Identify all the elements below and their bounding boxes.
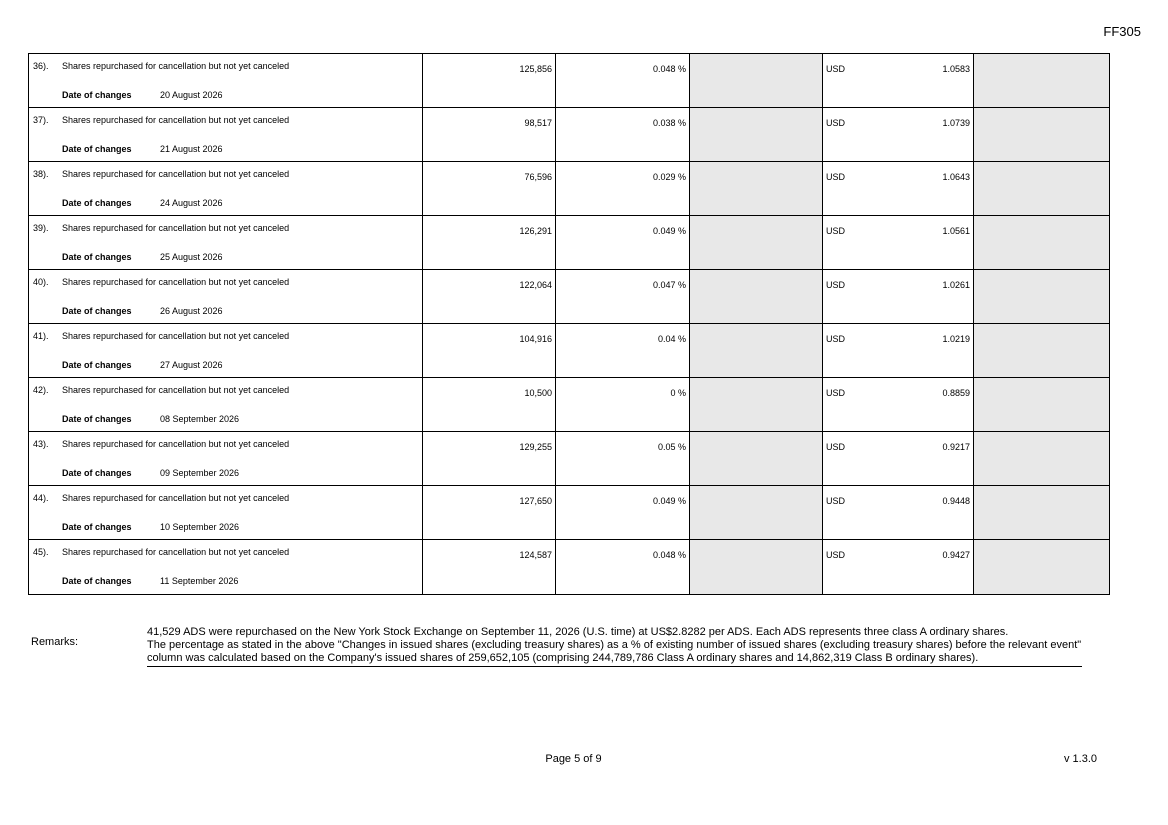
shaded-cell xyxy=(974,324,1110,378)
remarks-body xyxy=(147,626,1082,667)
date-label: Date of changes xyxy=(62,198,132,208)
date-value: 11 September 2026 xyxy=(160,576,239,586)
shaded-cell xyxy=(690,162,823,216)
table-row xyxy=(29,162,1110,216)
row-index: 36). xyxy=(33,61,49,71)
date-label: Date of changes xyxy=(62,144,132,154)
description-cell xyxy=(29,54,423,108)
table-row xyxy=(29,486,1110,540)
shares-cell: 125,856 xyxy=(423,54,556,108)
currency-code: USD xyxy=(826,550,846,560)
shaded-cell xyxy=(974,54,1110,108)
table-row xyxy=(29,270,1110,324)
shaded-cell xyxy=(690,378,823,432)
date-label: Date of changes xyxy=(62,360,132,370)
price-cell xyxy=(823,54,974,108)
shaded-cell xyxy=(690,540,823,595)
row-index: 41). xyxy=(33,331,49,341)
price-cell xyxy=(823,486,974,540)
percentage-cell: 0.04 % xyxy=(556,324,690,378)
currency-code: USD xyxy=(826,172,846,182)
table-row xyxy=(29,54,1110,108)
row-index: 42). xyxy=(33,385,49,395)
form-code: FF305 xyxy=(1103,24,1141,39)
currency-code: USD xyxy=(826,334,846,344)
price-value: 0.9448 xyxy=(942,496,970,506)
shares-cell: 104,916 xyxy=(423,324,556,378)
row-description: Shares repurchased for cancellation but not yet canceled xyxy=(62,115,290,125)
table-row xyxy=(29,324,1110,378)
shaded-cell xyxy=(974,486,1110,540)
row-description: Shares repurchased for cancellation but not yet canceled xyxy=(62,331,290,341)
description-cell xyxy=(29,270,423,324)
price-cell xyxy=(823,324,974,378)
shaded-cell xyxy=(974,378,1110,432)
remarks-label: Remarks: xyxy=(31,636,79,648)
shares-cell: 126,291 xyxy=(423,216,556,270)
date-value: 26 August 2026 xyxy=(160,306,223,316)
remarks-paragraph: 41,529 ADS were repurchased on the New York Stock Exchange on September 11, 2026 (U.S. time) at US$2.8282 per ADS. Each ADS represents three class A ordinary shares. xyxy=(147,626,1009,638)
date-value: 21 August 2026 xyxy=(160,144,223,154)
description-cell xyxy=(29,540,423,595)
shaded-cell xyxy=(690,54,823,108)
description-cell xyxy=(29,108,423,162)
row-description: Shares repurchased for cancellation but not yet canceled xyxy=(62,439,290,449)
date-label: Date of changes xyxy=(62,522,132,532)
percentage-cell: 0.05 % xyxy=(556,432,690,486)
price-cell xyxy=(823,270,974,324)
shaded-cell xyxy=(974,216,1110,270)
shaded-cell xyxy=(690,216,823,270)
row-index: 44). xyxy=(33,493,49,503)
row-index: 43). xyxy=(33,439,49,449)
shaded-cell xyxy=(974,162,1110,216)
remarks-paragraph: The percentage as stated in the above "Changes in issued shares (excluding treasury shares) as a % of existing number of issued shares (excluding treasury shares) before the relevant event" column was calculated based on the Company's issued shares of 259,652,105 (comprising 244,789,786 Class A ordinary shares and 14,862,319 Class B ordinary shares). xyxy=(147,639,1082,664)
shaded-cell xyxy=(690,324,823,378)
shares-cell: 124,587 xyxy=(423,540,556,595)
date-value: 27 August 2026 xyxy=(160,360,223,370)
percentage-cell: 0.048 % xyxy=(556,540,690,595)
price-value: 0.9427 xyxy=(942,550,970,560)
price-value: 1.0219 xyxy=(942,334,970,344)
currency-code: USD xyxy=(826,280,846,290)
date-value: 08 September 2026 xyxy=(160,414,240,424)
version-label: v 1.3.0 xyxy=(1063,753,1097,765)
price-value: 1.0561 xyxy=(942,226,970,236)
percentage-cell: 0.038 % xyxy=(556,108,690,162)
table-row xyxy=(29,540,1110,595)
description-cell xyxy=(29,486,423,540)
shaded-cell xyxy=(974,540,1110,595)
shaded-cell xyxy=(690,270,823,324)
share-changes-table xyxy=(28,53,1110,595)
date-value: 10 September 2026 xyxy=(160,522,240,532)
description-cell xyxy=(29,432,423,486)
row-index: 37). xyxy=(33,115,49,125)
description-cell xyxy=(29,216,423,270)
price-cell xyxy=(823,216,974,270)
row-description: Shares repurchased for cancellation but not yet canceled xyxy=(62,169,290,179)
price-value: 1.0739 xyxy=(942,118,970,128)
currency-code: USD xyxy=(826,388,846,398)
shares-cell: 98,517 xyxy=(423,108,556,162)
percentage-cell: 0.049 % xyxy=(556,486,690,540)
shaded-cell xyxy=(690,486,823,540)
price-value: 0.8859 xyxy=(942,388,970,398)
price-cell xyxy=(823,540,974,595)
percentage-cell: 0.029 % xyxy=(556,162,690,216)
row-description: Shares repurchased for cancellation but not yet canceled xyxy=(62,277,290,287)
percentage-cell: 0 % xyxy=(556,378,690,432)
row-index: 39). xyxy=(33,223,49,233)
row-index: 45). xyxy=(33,547,49,557)
date-value: 24 August 2026 xyxy=(160,198,223,208)
price-value: 1.0643 xyxy=(942,172,970,182)
date-label: Date of changes xyxy=(62,306,132,316)
currency-code: USD xyxy=(826,118,846,128)
table-row xyxy=(29,378,1110,432)
shaded-cell xyxy=(974,270,1110,324)
description-cell xyxy=(29,378,423,432)
price-value: 0.9217 xyxy=(942,442,970,452)
table-row xyxy=(29,216,1110,270)
shares-cell: 10,500 xyxy=(423,378,556,432)
row-index: 40). xyxy=(33,277,49,287)
description-cell xyxy=(29,324,423,378)
shaded-cell xyxy=(690,108,823,162)
date-label: Date of changes xyxy=(62,414,132,424)
date-label: Date of changes xyxy=(62,468,132,478)
date-value: 25 August 2026 xyxy=(160,252,223,262)
percentage-cell: 0.048 % xyxy=(556,54,690,108)
price-value: 1.0261 xyxy=(942,280,970,290)
shares-cell: 129,255 xyxy=(423,432,556,486)
date-value: 09 September 2026 xyxy=(160,468,240,478)
price-value: 1.0583 xyxy=(942,64,970,74)
table-row xyxy=(29,108,1110,162)
date-label: Date of changes xyxy=(62,90,132,100)
price-cell xyxy=(823,108,974,162)
shaded-cell xyxy=(690,432,823,486)
currency-code: USD xyxy=(826,442,846,452)
page-number: Page 5 of 9 xyxy=(545,753,602,765)
row-index: 38). xyxy=(33,169,49,179)
currency-code: USD xyxy=(826,226,846,236)
shares-cell: 122,064 xyxy=(423,270,556,324)
shaded-cell xyxy=(974,108,1110,162)
price-cell xyxy=(823,378,974,432)
price-cell xyxy=(823,162,974,216)
date-label: Date of changes xyxy=(62,252,132,262)
date-value: 20 August 2026 xyxy=(160,90,223,100)
percentage-cell: 0.047 % xyxy=(556,270,690,324)
row-description: Shares repurchased for cancellation but not yet canceled xyxy=(62,547,290,557)
shares-cell: 127,650 xyxy=(423,486,556,540)
table-row xyxy=(29,432,1110,486)
description-cell xyxy=(29,162,423,216)
row-description: Shares repurchased for cancellation but not yet canceled xyxy=(62,223,290,233)
row-description: Shares repurchased for cancellation but not yet canceled xyxy=(62,493,290,503)
price-cell xyxy=(823,432,974,486)
currency-code: USD xyxy=(826,64,846,74)
shaded-cell xyxy=(974,432,1110,486)
percentage-cell: 0.049 % xyxy=(556,216,690,270)
shares-cell: 76,596 xyxy=(423,162,556,216)
row-description: Shares repurchased for cancellation but not yet canceled xyxy=(62,61,290,71)
currency-code: USD xyxy=(826,496,846,506)
row-description: Shares repurchased for cancellation but not yet canceled xyxy=(62,385,290,395)
date-label: Date of changes xyxy=(62,576,132,586)
